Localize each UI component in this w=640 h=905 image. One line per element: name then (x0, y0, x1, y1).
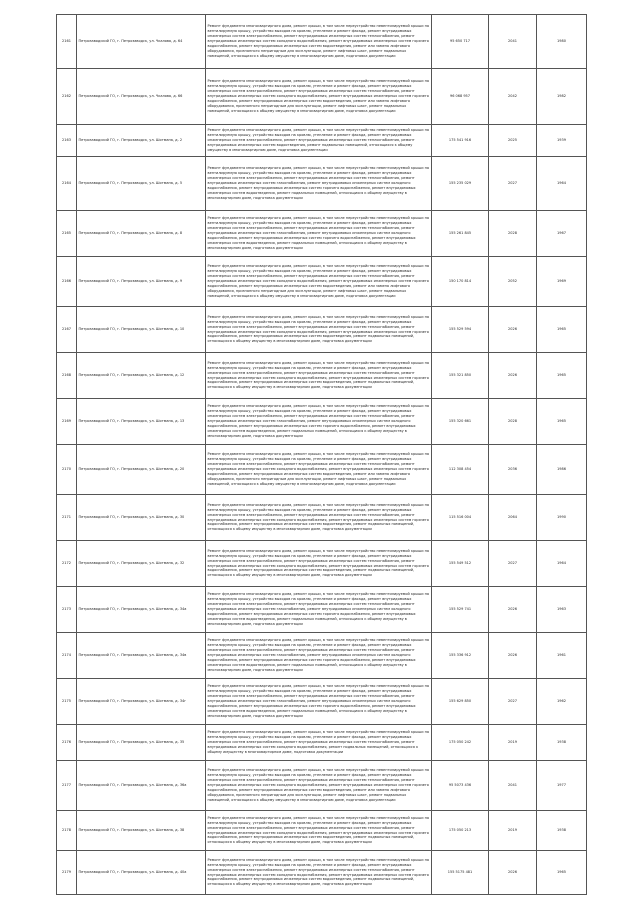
row-number: 2164 (57, 157, 77, 211)
row-address: Петрозаводский ГО, г. Петрозаводск, ул. Шотмана, д. 5 (77, 157, 206, 211)
row-cost: 155 321 850 (432, 353, 489, 399)
row-works: Ремонт фундамента многоквартирного дома, ремонт крыши, в том числе переустройство невентилируемой крыши на вентилируемую крышу, устройство выходов на кровлю, утепление и ремонт фасада, ремонт внутридомовых инженерных систем электроснабжения, ремонт внутридомовых инженерных систем теплоснабжения, ремонт внутридомовых инженерных систем холодного водоснабжения, ремонт внутридомовых инженерных систем горячего водоснабжения, ремонт внутридомовых инженерных систем водоотведения, ремонт или замена лифтового оборудования, признанного непригодным для эксплуатации, ремонт лифтовых шахт, ремонт подвальных помещений, относящихся к общему имуществу в многоквартирном доме, подготовка документации (206, 761, 432, 811)
row-year-b: 1961 (537, 633, 587, 679)
row-year-b: 1982 (537, 69, 587, 125)
row-address: Петрозаводский ГО, г. Петрозаводск, ул. Шотмана, д. 34г (77, 679, 206, 725)
row-cost: 175 541 916 (432, 125, 489, 157)
row-address: Петрозаводский ГО, г. Петрозаводск, ул. Чкалова, д. 66 (77, 69, 206, 125)
row-cost: 175 050 213 (432, 811, 489, 851)
row-works: Ремонт фундамента многоквартирного дома, ремонт крыши, в том числе переустройство невентилируемой крыши на вентилируемую крышу, устройство выходов на кровлю, утепление и ремонт фасада, ремонт внутридомовых инженерных систем электроснабжения, ремонт внутридомовых инженерных систем теплоснабжения, ремонт внутридомовых инженерных систем газоснабжения, ремонт внутридомовых инженерных систем холодного водоснабжения, ремонт внутридомовых инженерных систем горячего водоснабжения, ремонт внутридомовых инженерных систем водоотведения, ремонт подвальных помещений, относящихся к общему имуществу в многоквартирном доме, подготовка документации (206, 587, 432, 633)
row-cost: 155 261 845 (432, 211, 489, 257)
row-cost: 155 320 661 (432, 399, 489, 445)
row-number: 2177 (57, 761, 77, 811)
row-address: Петрозаводский ГО, г. Петрозаводск, ул. Шотмана, д. 9 (77, 257, 206, 307)
row-year-b: 1964 (537, 157, 587, 211)
row-year-a: 2042 (489, 69, 537, 125)
row-works: Ремонт фундамента многоквартирного дома, ремонт крыши, в том числе переустройство невентилируемой крыши на вентилируемую крышу, устройство выходов на кровлю, утепление и ремонт фасада, ремонт внутридомовых инженерных систем электроснабжения, ремонт внутридомовых инженерных систем теплоснабжения, ремонт внутридомовых инженерных систем холодного водоснабжения, ремонт внутридомовых инженерных систем горячего водоснабжения, ремонт внутридомовых инженерных систем водоотведения, ремонт или замена лифтового оборудования, признанного непригодным для эксплуатации, ремонт лифтовых шахт, ремонт подвальных помещений, относящихся к общему имуществу в многоквартирном доме, подготовка документации (206, 15, 432, 69)
row-year-b: 1980 (537, 15, 587, 69)
row-year-a: 2052 (489, 257, 537, 307)
row-cost: 112 308 454 (432, 445, 489, 495)
row-works: Ремонт фундамента многоквартирного дома, ремонт крыши, в том числе переустройство невентилируемой крыши на вентилируемую крышу, устройство выходов на кровлю, утепление и ремонт фасада, ремонт внутридомовых инженерных систем электроснабжения, ремонт внутридомовых инженерных систем теплоснабжения, ремонт внутридомовых инженерных систем холодного водоснабжения, ремонт внутридомовых инженерных систем горячего водоснабжения, ремонт внутридомовых инженерных систем водоотведения, ремонт или замена лифтового оборудования, признанного непригодным для эксплуатации, ремонт лифтовых шахт, ремонт подвальных помещений, относящихся к общему имуществу в многоквартирном доме, подготовка документации (206, 257, 432, 307)
table-row (57, 587, 587, 633)
table-row (57, 495, 587, 541)
table-row (57, 633, 587, 679)
row-address: Петрозаводский ГО, г. Петрозаводск, ул. Шотмана, д. 10 (77, 307, 206, 353)
row-works: Ремонт фундамента многоквартирного дома, ремонт крыши, в том числе переустройство невентилируемой крыши на вентилируемую крышу, устройство выходов на кровлю, утепление и ремонт фасада, ремонт внутридомовых инженерных систем электроснабжения, ремонт внутридомовых инженерных систем теплоснабжения, ремонт внутридомовых инженерных систем газоснабжения, ремонт внутридомовых инженерных систем холодного водоснабжения, ремонт внутридомовых инженерных систем горячего водоснабжения, ремонт внутридомовых инженерных систем водоотведения, ремонт подвальных помещений, относящихся к общему имуществу в многоквартирном доме, подготовка документации (206, 633, 432, 679)
row-year-a: 2027 (489, 541, 537, 587)
row-works: Ремонт фундамента многоквартирного дома, ремонт крыши, в том числе переустройство невентилируемой крыши на вентилируемую крышу, устройство выходов на кровлю, утепление и ремонт фасада, ремонт внутридомовых инженерных систем электроснабжения, ремонт внутридомовых инженерных систем теплоснабжения, ремонт внутридомовых инженерных систем газоснабжения, ремонт внутридомовых инженерных систем холодного водоснабжения, ремонт внутридомовых инженерных систем горячего водоснабжения, ремонт внутридомовых инженерных систем водоотведения, ремонт подвальных помещений, относящихся к общему имуществу в многоквартирном доме, подготовка документации (206, 211, 432, 257)
table-row (57, 257, 587, 307)
row-year-a: 2025 (489, 125, 537, 157)
row-number: 2162 (57, 69, 77, 125)
row-number: 2173 (57, 587, 77, 633)
row-works: Ремонт фундамента многоквартирного дома, ремонт крыши, в том числе переустройство невентилируемой крыши на вентилируемую крышу, устройство выходов на кровлю, утепление и ремонт фасада, ремонт внутридомовых инженерных систем электроснабжения, ремонт внутридомовых инженерных систем теплоснабжения, ремонт внутридомовых инженерных систем холодного водоснабжения, ремонт внутридомовых инженерных систем горячего водоснабжения, ремонт внутридомовых инженерных систем водоотведения, ремонт или замена лифтового оборудования, признанного непригодным для эксплуатации, ремонт лифтовых шахт, ремонт подвальных помещений, относящихся к общему имуществу в многоквартирном доме, подготовка документации (206, 69, 432, 125)
table-row (57, 541, 587, 587)
row-year-a: 2026 (489, 307, 537, 353)
table-row (57, 307, 587, 353)
row-address: Петрозаводский ГО, г. Петрозаводск, ул. Шотмана, д. 38 (77, 811, 206, 851)
table-row (57, 125, 587, 157)
row-year-a: 2036 (489, 445, 537, 495)
row-year-a: 2041 (489, 15, 537, 69)
row-year-b: 1990 (537, 495, 587, 541)
row-number: 2174 (57, 633, 77, 679)
row-works: Ремонт фундамента многоквартирного дома, ремонт крыши, в том числе переустройство невентилируемой крыши на вентилируемую крышу, устройство выходов на кровлю, утепление и ремонт фасада, ремонт внутридомовых инженерных систем электроснабжения, ремонт внутридомовых инженерных систем теплоснабжения, ремонт внутридомовых инженерных систем водоотведения, ремонт подвальных помещений, относящихся к общему имуществу в многоквартирном доме, подготовка документации (206, 125, 432, 157)
table-row (57, 211, 587, 257)
row-works: Ремонт фундамента многоквартирного дома, ремонт крыши, в том числе переустройство невентилируемой крыши на вентилируемую крышу, устройство выходов на кровлю, утепление и ремонт фасада, ремонт внутридомовых инженерных систем электроснабжения, ремонт внутридомовых инженерных систем теплоснабжения, ремонт внутридомовых инженерных систем газоснабжения, ремонт внутридомовых инженерных систем холодного водоснабжения, ремонт внутридомовых инженерных систем горячего водоснабжения, ремонт внутридомовых инженерных систем водоотведения, ремонт подвальных помещений, относящихся к общему имуществу в многоквартирном доме, подготовка документации (206, 399, 432, 445)
row-number: 2175 (57, 679, 77, 725)
row-year-b: 1965 (537, 307, 587, 353)
row-cost: 155 529 594 (432, 307, 489, 353)
housing-repair-table (56, 14, 587, 895)
row-year-b: 1939 (537, 125, 587, 157)
row-works: Ремонт фундамента многоквартирного дома, ремонт крыши, в том числе переустройство невентилируемой крыши на вентилируемую крышу, устройство выходов на кровлю, утепление и ремонт фасада, ремонт внутридомовых инженерных систем электроснабжения, ремонт внутридомовых инженерных систем теплоснабжения, ремонт внутридомовых инженерных систем холодного водоснабжения, ремонт внутридомовых инженерных систем горячего водоснабжения, ремонт внутридомовых инженерных систем водоотведения, ремонт подвальных помещений, относящихся к общему имуществу в многоквартирном доме, подготовка документации (206, 307, 432, 353)
row-works: Ремонт фундамента многоквартирного дома, ремонт крыши, в том числе переустройство невентилируемой крыши на вентилируемую крышу, устройство выходов на кровлю, утепление и ремонт фасада, ремонт внутридомовых инженерных систем электроснабжения, ремонт внутридомовых инженерных систем теплоснабжения, ремонт внутридомовых инженерных систем холодного водоснабжения, ремонт внутридомовых инженерных систем горячего водоснабжения, ремонт внутридомовых инженерных систем водоотведения, ремонт или замена лифтового оборудования, признанного непригодным для эксплуатации, ремонт лифтовых шахт, ремонт подвальных помещений, относящихся к общему имуществу в многоквартирном доме, подготовка документации (206, 445, 432, 495)
row-cost: 150 170 814 (432, 257, 489, 307)
row-address: Петрозаводский ГО, г. Петрозаводск, ул. Шотмана, д. 36а (77, 761, 206, 811)
row-number: 2171 (57, 495, 77, 541)
row-year-b: 1977 (537, 761, 587, 811)
row-year-a: 2027 (489, 157, 537, 211)
row-number: 2167 (57, 307, 77, 353)
row-cost: 155 529 741 (432, 587, 489, 633)
row-cost: 95 650 717 (432, 15, 489, 69)
row-year-b: 1964 (537, 541, 587, 587)
row-year-a: 2026 (489, 587, 537, 633)
row-cost: 155 5175 481 (432, 851, 489, 895)
row-year-b: 1967 (537, 211, 587, 257)
table-row (57, 399, 587, 445)
row-year-a: 2026 (489, 633, 537, 679)
row-year-a: 2019 (489, 725, 537, 761)
table-row (57, 15, 587, 69)
row-year-b: 1969 (537, 257, 587, 307)
row-number: 2168 (57, 353, 77, 399)
row-address: Петрозаводский ГО, г. Петрозаводск, ул. Шотмана, д. 40а (77, 851, 206, 895)
row-number: 2169 (57, 399, 77, 445)
row-works: Ремонт фундамента многоквартирного дома, ремонт крыши, в том числе переустройство невентилируемой крыши на вентилируемую крышу, устройство выходов на кровлю, утепление и ремонт фасада, ремонт внутридомовых инженерных систем электроснабжения, ремонт внутридомовых инженерных систем теплоснабжения, ремонт внутридомовых инженерных систем холодного водоснабжения, ремонт внутридомовых инженерных систем горячего водоснабжения, ремонт внутридомовых инженерных систем водоотведения, ремонт подвальных помещений, относящихся к общему имуществу в многоквартирном доме, подготовка документации (206, 851, 432, 895)
row-number: 2166 (57, 257, 77, 307)
row-cost: 175 050 242 (432, 725, 489, 761)
row-address: Петрозаводский ГО, г. Петрозаводск, ул. Чкалова, д. 64 (77, 15, 206, 69)
table-row (57, 679, 587, 725)
row-number: 2170 (57, 445, 77, 495)
row-address: Петрозаводский ГО, г. Петрозаводск, ул. Шотмана, д. 8 (77, 211, 206, 257)
row-year-a: 2019 (489, 811, 537, 851)
row-year-a: 2041 (489, 761, 537, 811)
row-number: 2163 (57, 125, 77, 157)
row-year-b: 1965 (537, 851, 587, 895)
row-year-a: 2027 (489, 679, 537, 725)
row-address: Петрозаводский ГО, г. Петрозаводск, ул. Шотмана, д. 34в (77, 633, 206, 679)
table-row (57, 851, 587, 895)
row-works: Ремонт фундамента многоквартирного дома, ремонт крыши, в том числе переустройство невентилируемой крыши на вентилируемую крышу, устройство выходов на кровлю, утепление и ремонт фасада, ремонт внутридомовых инженерных систем электроснабжения, ремонт внутридомовых инженерных систем теплоснабжения, ремонт внутридомовых инженерных систем холодного водоснабжения, ремонт внутридомовых инженерных систем горячего водоснабжения, ремонт внутридомовых инженерных систем водоотведения, ремонт подвальных помещений, относящихся к общему имуществу в многоквартирном доме, подготовка документации (206, 495, 432, 541)
table-row (57, 761, 587, 811)
row-year-b: 1965 (537, 399, 587, 445)
table-row (57, 445, 587, 495)
row-year-b: 1938 (537, 725, 587, 761)
row-cost: 95 5073 436 (432, 761, 489, 811)
row-works: Ремонт фундамента многоквартирного дома, ремонт крыши, в том числе переустройство невентилируемой крыши на вентилируемую крышу, устройство выходов на кровлю, утепление и ремонт фасада, ремонт внутридомовых инженерных систем электроснабжения, ремонт внутридомовых инженерных систем теплоснабжения, ремонт внутридомовых инженерных систем газоснабжения, ремонт внутридомовых инженерных систем холодного водоснабжения, ремонт внутридомовых инженерных систем горячего водоснабжения, ремонт внутридомовых инженерных систем водоотведения, ремонт подвальных помещений, относящихся к общему имуществу в многоквартирном доме, подготовка документации (206, 157, 432, 211)
table-row (57, 811, 587, 851)
row-year-a: 2026 (489, 353, 537, 399)
row-works: Ремонт фундамента многоквартирного дома, ремонт крыши, в том числе переустройство невентилируемой крыши на вентилируемую крышу, устройство выходов на кровлю, утепление и ремонт фасада, ремонт внутридомовых инженерных систем электроснабжения, ремонт внутридомовых инженерных систем теплоснабжения, ремонт внутридомовых инженерных систем холодного водоснабжения, ремонт внутридомовых инженерных систем горячего водоснабжения, ремонт внутридомовых инженерных систем водоотведения, ремонт подвальных помещений, относящихся к общему имуществу в многоквартирном доме, подготовка документации (206, 811, 432, 851)
row-year-a: 2028 (489, 399, 537, 445)
row-cost: 115 516 004 (432, 495, 489, 541)
row-cost: 155 629 850 (432, 679, 489, 725)
row-year-b: 1986 (537, 445, 587, 495)
table-row (57, 157, 587, 211)
row-year-b: 1962 (537, 679, 587, 725)
row-works: Ремонт фундамента многоквартирного дома, ремонт крыши, в том числе переустройство невентилируемой крыши на вентилируемую крышу, устройство выходов на кровлю, утепление и ремонт фасада, ремонт внутридомовых инженерных систем электроснабжения, ремонт внутридомовых инженерных систем теплоснабжения, ремонт внутридомовых инженерных систем холодного водоснабжения, ремонт подвальных помещений, относящихся к общему имуществу в многоквартирном доме, подготовка документации (206, 725, 432, 761)
row-works: Ремонт фундамента многоквартирного дома, ремонт крыши, в том числе переустройство невентилируемой крыши на вентилируемую крышу, устройство выходов на кровлю, утепление и ремонт фасада, ремонт внутридомовых инженерных систем электроснабжения, ремонт внутридомовых инженерных систем теплоснабжения, ремонт внутридомовых инженерных систем холодного водоснабжения, ремонт внутридомовых инженерных систем горячего водоснабжения, ремонт внутридомовых инженерных систем водоотведения, ремонт подвальных помещений, относящихся к общему имуществу в многоквартирном доме, подготовка документации (206, 353, 432, 399)
row-number: 2176 (57, 725, 77, 761)
row-address: Петрозаводский ГО, г. Петрозаводск, ул. Шотмана, д. 35 (77, 725, 206, 761)
table-row (57, 69, 587, 125)
row-number: 2179 (57, 851, 77, 895)
row-address: Петрозаводский ГО, г. Петрозаводск, ул. Шотмана, д. 13 (77, 399, 206, 445)
row-year-a: 2064 (489, 495, 537, 541)
row-address: Петрозаводский ГО, г. Петрозаводск, ул. Шотмана, д. 30 (77, 495, 206, 541)
document-page (56, 14, 586, 895)
row-number: 2172 (57, 541, 77, 587)
row-address: Петрозаводский ГО, г. Петрозаводск, ул. Шотмана, д. 32 (77, 541, 206, 587)
row-works: Ремонт фундамента многоквартирного дома, ремонт крыши, в том числе переустройство невентилируемой крыши на вентилируемую крышу, устройство выходов на кровлю, утепление и ремонт фасада, ремонт внутридомовых инженерных систем электроснабжения, ремонт внутридомовых инженерных систем теплоснабжения, ремонт внутридомовых инженерных систем газоснабжения, ремонт внутридомовых инженерных систем холодного водоснабжения, ремонт внутридомовых инженерных систем горячего водоснабжения, ремонт внутридомовых инженерных систем водоотведения, ремонт подвальных помещений, относящихся к общему имуществу в многоквартирном доме, подготовка документации (206, 679, 432, 725)
table-row (57, 353, 587, 399)
row-address: Петрозаводский ГО, г. Петрозаводск, ул. Шотмана, д. 34а (77, 587, 206, 633)
row-year-b: 1965 (537, 353, 587, 399)
row-cost: 155 235 029 (432, 157, 489, 211)
table-row (57, 725, 587, 761)
row-year-b: 1938 (537, 811, 587, 851)
row-number: 2178 (57, 811, 77, 851)
row-number: 2161 (57, 15, 77, 69)
row-year-a: 2028 (489, 211, 537, 257)
row-works: Ремонт фундамента многоквартирного дома, ремонт крыши, в том числе переустройство невентилируемой крыши на вентилируемую крышу, устройство выходов на кровлю, утепление и ремонт фасада, ремонт внутридомовых инженерных систем электроснабжения, ремонт внутридомовых инженерных систем теплоснабжения, ремонт внутридомовых инженерных систем холодного водоснабжения, ремонт внутридомовых инженерных систем горячего водоснабжения, ремонт внутридомовых инженерных систем водоотведения, ремонт подвальных помещений, относящихся к общему имуществу в многоквартирном доме, подготовка документации (206, 541, 432, 587)
row-year-b: 1963 (537, 587, 587, 633)
row-cost: 155 549 512 (432, 541, 489, 587)
row-address: Петрозаводский ГО, г. Петрозаводск, ул. Шотмана, д. 12 (77, 353, 206, 399)
row-cost: 96 068 957 (432, 69, 489, 125)
row-year-a: 2026 (489, 851, 537, 895)
row-number: 2165 (57, 211, 77, 257)
row-cost: 155 336 912 (432, 633, 489, 679)
row-address: Петрозаводский ГО, г. Петрозаводск, ул. Шотмана, д. 2 (77, 125, 206, 157)
row-address: Петрозаводский ГО, г. Петрозаводск, ул. Шотмана, д. 20 (77, 445, 206, 495)
table-body (57, 15, 587, 895)
